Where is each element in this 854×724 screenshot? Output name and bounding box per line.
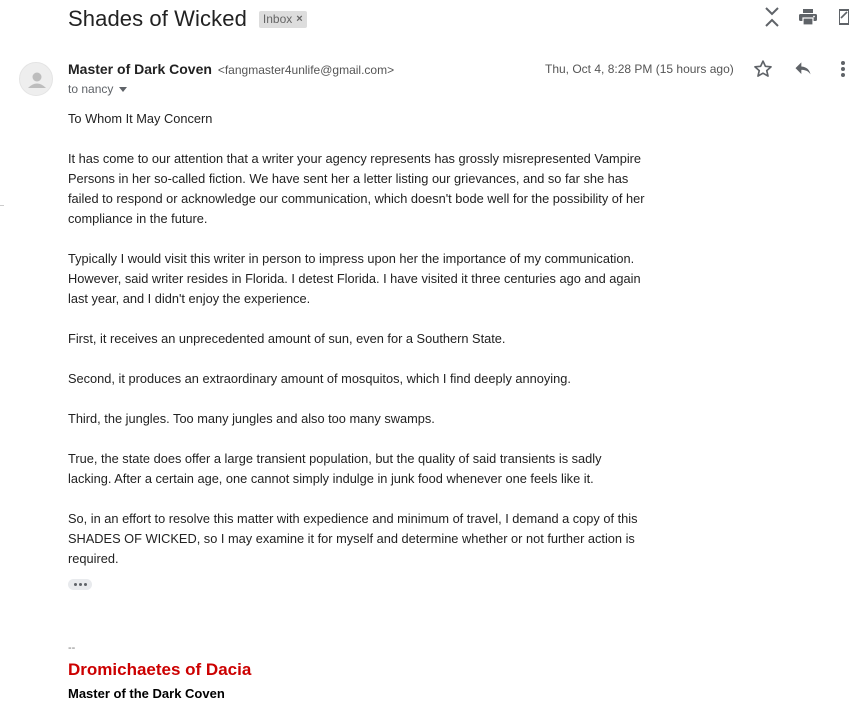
star-icon[interactable] [752, 58, 774, 80]
print-icon[interactable] [798, 7, 818, 27]
reply-icon[interactable] [792, 58, 814, 80]
open-new-window-icon[interactable] [834, 7, 854, 27]
body-paragraph: Third, the jungles. Too many jungles and also too many swamps. [68, 411, 435, 426]
email-subject: Shades of Wicked [68, 6, 247, 31]
message-body [68, 109, 648, 569]
inbox-label-text: Inbox [262, 11, 293, 26]
message-actions [752, 58, 854, 80]
signature-separator: -- [68, 642, 76, 654]
recipient-details-toggle[interactable] [68, 82, 127, 96]
body-paragraph: So, in an effort to resolve this matter with expedience and minimum of travel, I demand a copy of this SHADES OF WICKED, so I may examine it for myself and determine whether or not further action is required. [68, 511, 638, 566]
body-paragraph: Typically I would visit this writer in person to impress upon her the importance of my communication. However, said writer resides in Florida. I detest Florida. I have visited it three centuries ago and again last year, and I didn't enjoy the experience. [68, 251, 641, 306]
body-paragraph: To Whom It May Concern [68, 111, 213, 126]
body-paragraph: True, the state does offer a large transient population, but the quality of said transients is sadly lacking. After a certain age, one cannot simply indulge in junk food whenever one feels like it. [68, 451, 602, 486]
show-trimmed-content-button[interactable] [68, 579, 92, 590]
inbox-label-chip[interactable] [259, 11, 307, 28]
signature-name: Dromichaetes of Dacia [68, 660, 252, 679]
more-vert-icon[interactable] [832, 58, 854, 80]
thread-toolbar [746, 6, 854, 28]
sender-avatar[interactable] [19, 62, 53, 96]
ellipsis-dot [79, 583, 82, 586]
edge-divider [0, 205, 4, 206]
sender-row [68, 61, 394, 77]
remove-label-icon[interactable]: × [296, 12, 303, 25]
body-paragraph: Second, it produces an extraordinary amount of mosquitos, which I find deeply annoying. [68, 371, 571, 386]
recipient-text: to nancy [68, 82, 114, 96]
message-date: Thu, Oct 4, 8:28 PM (15 hours ago) [545, 62, 734, 76]
body-paragraph: First, it receives an unprecedented amount of sun, even for a Southern State. [68, 331, 506, 346]
chevron-down-icon[interactable] [119, 87, 127, 92]
collapse-icon[interactable] [762, 7, 782, 27]
subject-row [68, 4, 307, 34]
person-icon [20, 63, 53, 96]
sender-email: <fangmaster4unlife@gmail.com> [217, 63, 395, 77]
ellipsis-dot [84, 583, 87, 586]
signature-title: Master of the Dark Coven [68, 686, 225, 701]
ellipsis-dot [74, 583, 77, 586]
sender-name[interactable]: Master of Dark Coven [68, 61, 212, 77]
body-paragraph: It has come to our attention that a writer your agency represents has grossly misrepresented Vampire Persons in her so-called fiction. We have sent her a letter listing our grievances, and so far she has failed to respond or acknowledge our communication, which doesn't bode well for the possibility of her compliance in the future. [68, 151, 645, 226]
